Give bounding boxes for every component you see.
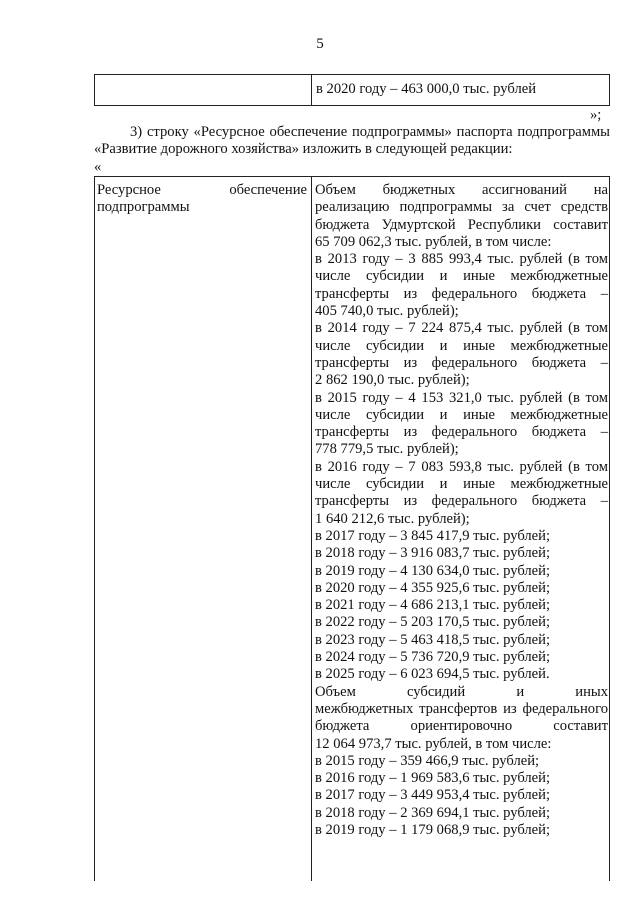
right-cell-line: в 2018 году – 3 916 083,7 тыс. рублей; xyxy=(315,545,551,562)
main-table-divider xyxy=(311,176,312,881)
left-cell-word-2: обеспечение xyxy=(229,182,307,198)
right-cell-line: в 2014 году – 7 224 875,4 тыс. рублей (в том xyxy=(315,320,608,337)
left-cell-line-2: подпрограммы xyxy=(97,199,190,216)
top-table-border-bottom xyxy=(94,105,610,106)
item3-line1: 3) строку «Ресурсное обеспечение подпрограммы» паспорта подпрограммы xyxy=(130,124,610,140)
right-cell-line: 65 709 062,3 тыс. рублей, в том числе: xyxy=(315,233,552,250)
right-cell-line: трансферты из федерального бюджета – xyxy=(315,424,608,441)
right-cell-line: Объем субсидий и иных xyxy=(315,683,608,700)
right-cell-line: трансферты из федерального бюджета – xyxy=(315,354,608,371)
right-cell-line: бюджета Удмуртской Республики составит xyxy=(315,216,608,233)
right-cell-line: реализацию подпрограммы за счет средств xyxy=(315,199,608,216)
closing-quote: »; xyxy=(590,107,602,123)
item3-open-quote: « xyxy=(94,159,102,175)
right-cell-line: 12 064 973,7 тыс. рублей, в том числе: xyxy=(315,735,552,752)
right-cell-line: 1 640 212,6 тыс. рублей); xyxy=(315,510,470,527)
right-cell-line: числе субсидии и иные межбюджетные xyxy=(315,268,608,285)
right-cell-line: 405 740,0 тыс. рублей); xyxy=(315,303,459,320)
right-cell-line: в 2020 году – 4 355 925,6 тыс. рублей; xyxy=(315,579,551,596)
top-table-right-cell: в 2020 году – 463 000,0 тыс. рублей xyxy=(316,81,537,97)
right-cell-line: в 2016 году – 1 969 583,6 тыс. рублей; xyxy=(315,770,551,787)
main-table-left-cell xyxy=(97,182,307,217)
top-table-border-left xyxy=(94,74,95,106)
right-cell-line: числе субсидии и иные межбюджетные xyxy=(315,406,608,423)
top-table-border-right xyxy=(609,74,610,106)
right-cell-line: 2 862 190,0 тыс. рублей); xyxy=(315,372,470,389)
right-cell-line: числе субсидии и иные межбюджетные xyxy=(315,337,608,354)
main-table-border-right xyxy=(609,176,610,881)
right-cell-line: межбюджетных трансфертов из федерального xyxy=(315,700,608,717)
top-table-divider xyxy=(311,74,312,106)
right-cell-line: бюджета ориентировочно составит xyxy=(315,718,608,735)
right-cell-line: в 2015 году – 359 466,9 тыс. рублей; xyxy=(315,752,540,769)
right-cell-line: в 2017 году – 3 449 953,4 тыс. рублей; xyxy=(315,787,551,804)
right-cell-line: в 2023 году – 5 463 418,5 тыс. рублей; xyxy=(315,631,551,648)
right-cell-line: трансферты из федерального бюджета – xyxy=(315,493,608,510)
right-cell-line: в 2019 году – 4 130 634,0 тыс. рублей; xyxy=(315,562,551,579)
item3-line2: «Развитие дорожного хозяйства» изложить в следующей редакции: xyxy=(94,141,513,157)
main-table-right-cell xyxy=(315,182,608,839)
right-cell-line: трансферты из федерального бюджета – xyxy=(315,285,608,302)
main-table-border-left xyxy=(94,176,95,881)
right-cell-line: в 2025 году – 6 023 694,5 тыс. рублей. xyxy=(315,666,550,683)
right-cell-line: в 2024 году – 5 736 720,9 тыс. рублей; xyxy=(315,649,551,666)
right-cell-line: в 2018 году – 2 369 694,1 тыс. рублей; xyxy=(315,804,551,821)
right-cell-line: в 2022 году – 5 203 170,5 тыс. рублей; xyxy=(315,614,551,631)
top-table-border-top xyxy=(94,74,610,75)
right-cell-line: 778 779,5 тыс. рублей); xyxy=(315,441,459,458)
right-cell-line: в 2019 году – 1 179 068,9 тыс. рублей; xyxy=(315,821,551,838)
right-cell-line: в 2013 году – 3 885 993,4 тыс. рублей (в том xyxy=(315,251,608,268)
right-cell-line: Объем бюджетных ассигнований на xyxy=(315,182,608,198)
right-cell-line: числе субсидии и иные межбюджетные xyxy=(315,476,608,493)
right-cell-line: в 2017 году – 3 845 417,9 тыс. рублей; xyxy=(315,527,551,544)
page-number: 5 xyxy=(316,36,324,52)
right-cell-line: в 2021 году – 4 686 213,1 тыс. рублей; xyxy=(315,597,551,614)
left-cell-word-1: Ресурсное xyxy=(97,182,161,198)
right-cell-line: в 2016 году – 7 083 593,8 тыс. рублей (в том xyxy=(315,458,608,475)
main-table-border-top xyxy=(94,176,610,177)
right-cell-line: в 2015 году – 4 153 321,0 тыс. рублей (в том xyxy=(315,389,608,406)
